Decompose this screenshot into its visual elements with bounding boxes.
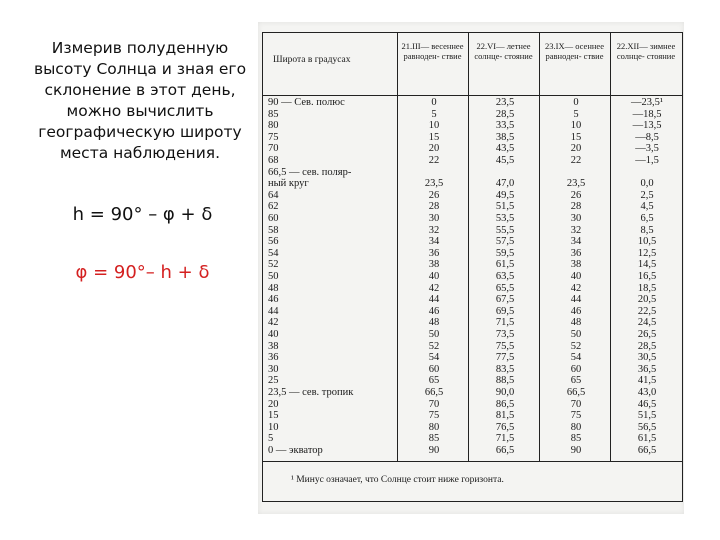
latitude-cell: 85 bbox=[268, 108, 279, 120]
altitude-cell: 80 bbox=[570, 421, 582, 433]
table-row bbox=[263, 248, 682, 259]
latitude-cell: 54 bbox=[268, 247, 279, 259]
altitude-cell: 10,5 bbox=[637, 236, 657, 248]
altitude-cell: 90 bbox=[570, 445, 582, 456]
altitude-cell: 26 bbox=[570, 189, 582, 201]
altitude-cell: 60 bbox=[570, 363, 582, 375]
altitude-cell: 23,5 bbox=[566, 178, 586, 190]
altitude-cell: 50 bbox=[570, 329, 582, 340]
latitude-cell: 5 bbox=[268, 433, 274, 445]
table-row bbox=[263, 167, 682, 178]
latitude-cell: 52 bbox=[268, 259, 279, 271]
header-latitude: Широта в градусах bbox=[273, 55, 351, 65]
altitude-cell: 15 bbox=[570, 131, 582, 143]
table-row bbox=[263, 109, 682, 120]
latitude-cell: 64 bbox=[268, 189, 279, 201]
altitude-cell: 36,5 bbox=[637, 363, 657, 375]
sun-altitude-table bbox=[262, 32, 683, 502]
latitude-cell: 23,5 — сев. тропик bbox=[268, 387, 354, 398]
header-spring-equinox: 21.III— весеннее равноден- ствие bbox=[401, 41, 464, 61]
latitude-cell: 38 bbox=[268, 340, 279, 352]
altitude-cell: 23,5 bbox=[424, 178, 444, 190]
altitude-cell: 28,5 bbox=[637, 340, 657, 352]
table-row bbox=[263, 132, 682, 143]
altitude-cell: —23,5¹ bbox=[630, 97, 664, 108]
altitude-cell: 5 bbox=[431, 108, 437, 120]
altitude-cell: 20 bbox=[570, 143, 582, 155]
altitude-cell: 30 bbox=[570, 213, 582, 224]
altitude-cell: 40 bbox=[428, 271, 440, 282]
table-row bbox=[263, 317, 682, 328]
table-row bbox=[263, 190, 682, 201]
altitude-cell: 45,5 bbox=[495, 155, 515, 166]
table-row bbox=[263, 375, 682, 386]
altitude-cell: 77,5 bbox=[495, 352, 515, 364]
latitude-cell: 44 bbox=[268, 305, 279, 317]
altitude-cell: 52 bbox=[428, 340, 440, 352]
altitude-cell: 8,5 bbox=[640, 224, 654, 236]
table-row bbox=[263, 225, 682, 236]
latitude-cell: 56 bbox=[268, 236, 279, 248]
altitude-cell: 24,5 bbox=[637, 317, 657, 329]
altitude-cell: 33,5 bbox=[495, 120, 515, 132]
altitude-cell: 46 bbox=[428, 305, 440, 317]
altitude-cell: 18,5 bbox=[637, 282, 657, 294]
table-row bbox=[263, 201, 682, 212]
altitude-cell: 32 bbox=[570, 224, 582, 236]
altitude-cell: 59,5 bbox=[495, 247, 515, 259]
altitude-cell: 0 bbox=[431, 97, 437, 108]
altitude-cell: 48 bbox=[428, 317, 440, 329]
altitude-cell: 63,5 bbox=[495, 271, 515, 282]
altitude-cell: 36 bbox=[570, 247, 582, 259]
latitude-cell: 20 bbox=[268, 398, 279, 410]
altitude-cell: 34 bbox=[428, 236, 440, 248]
altitude-cell: —3,5 bbox=[635, 143, 659, 155]
altitude-cell: 22,5 bbox=[637, 305, 657, 317]
table-row bbox=[263, 97, 682, 108]
altitude-cell: 28,5 bbox=[495, 108, 515, 120]
table-row bbox=[263, 422, 682, 433]
altitude-cell: 86,5 bbox=[495, 398, 515, 410]
altitude-cell: 44 bbox=[428, 294, 440, 306]
altitude-cell: 88,5 bbox=[495, 375, 515, 387]
altitude-cell: 6,5 bbox=[640, 213, 654, 224]
latitude-cell: 15 bbox=[268, 410, 279, 422]
latitude-cell: 68 bbox=[268, 155, 279, 166]
altitude-cell: 41,5 bbox=[637, 375, 657, 387]
altitude-cell: 42 bbox=[570, 282, 582, 294]
table-row bbox=[263, 155, 682, 166]
altitude-cell: 28 bbox=[570, 201, 582, 213]
table-footnote: ¹ Минус означает, что Солнце стоит ниже горизонта. bbox=[263, 461, 682, 501]
formula-latitude: φ = 90°– h + δ bbox=[75, 262, 210, 283]
altitude-cell: 60 bbox=[428, 363, 440, 375]
altitude-cell: 0,0 bbox=[640, 178, 654, 190]
altitude-cell: 12,5 bbox=[637, 247, 657, 259]
altitude-cell: 20,5 bbox=[637, 294, 657, 306]
altitude-cell: 38,5 bbox=[495, 131, 515, 143]
altitude-cell: 20 bbox=[428, 143, 440, 155]
altitude-cell: 51,5 bbox=[495, 201, 515, 213]
altitude-cell: 43,0 bbox=[637, 387, 657, 398]
table-row bbox=[263, 387, 682, 398]
altitude-cell: 46,5 bbox=[637, 398, 657, 410]
altitude-cell: 52 bbox=[570, 340, 582, 352]
table-row bbox=[263, 352, 682, 363]
altitude-cell: 38 bbox=[570, 259, 582, 271]
altitude-cell: 65 bbox=[428, 375, 440, 387]
altitude-cell: 14,5 bbox=[637, 259, 657, 271]
table-row bbox=[263, 329, 682, 340]
altitude-cell: 34 bbox=[570, 236, 582, 248]
altitude-cell: 75 bbox=[570, 410, 582, 422]
latitude-cell: 62 bbox=[268, 201, 279, 213]
altitude-cell: 85 bbox=[570, 433, 582, 445]
table-row bbox=[263, 178, 682, 189]
altitude-cell: 46 bbox=[570, 305, 582, 317]
altitude-cell: 32 bbox=[428, 224, 440, 236]
altitude-cell: 40 bbox=[570, 271, 582, 282]
altitude-cell: 71,5 bbox=[495, 433, 515, 445]
altitude-cell: —1,5 bbox=[635, 155, 659, 166]
latitude-cell: 40 bbox=[268, 329, 279, 340]
altitude-cell: 53,5 bbox=[495, 213, 515, 224]
altitude-cell: 56,5 bbox=[637, 421, 657, 433]
latitude-cell: 0 — экватор bbox=[268, 445, 323, 456]
altitude-cell: 36 bbox=[428, 247, 440, 259]
table-row bbox=[263, 294, 682, 305]
altitude-cell: 54 bbox=[428, 352, 440, 364]
altitude-cell: 61,5 bbox=[495, 259, 515, 271]
table-row bbox=[263, 341, 682, 352]
latitude-cell: 60 bbox=[268, 213, 279, 224]
latitude-cell: 48 bbox=[268, 282, 279, 294]
latitude-cell: 30 bbox=[268, 363, 279, 375]
altitude-cell: 23,5 bbox=[495, 97, 515, 108]
altitude-cell: 2,5 bbox=[640, 189, 654, 201]
altitude-cell: 70 bbox=[570, 398, 582, 410]
explanation-text: Измерив полуденную высоту Солнца и зная его склонение в этот день, можно вычислить географическую широту места наблюдения. bbox=[33, 39, 247, 162]
altitude-cell: 10 bbox=[428, 120, 440, 132]
latitude-cell: 36 bbox=[268, 352, 279, 364]
table-row bbox=[263, 236, 682, 247]
altitude-cell: 75 bbox=[428, 410, 440, 422]
latitude-cell: 58 bbox=[268, 224, 279, 236]
altitude-cell: 26 bbox=[428, 189, 440, 201]
latitude-cell: 25 bbox=[268, 375, 279, 387]
table-row bbox=[263, 283, 682, 294]
table-row bbox=[263, 271, 682, 282]
altitude-cell: 30 bbox=[428, 213, 440, 224]
altitude-cell: 15 bbox=[428, 131, 440, 143]
altitude-cell: 4,5 bbox=[640, 201, 654, 213]
altitude-cell: 48 bbox=[570, 317, 582, 329]
altitude-cell: 70 bbox=[428, 398, 440, 410]
altitude-cell: 26,5 bbox=[637, 329, 657, 340]
altitude-cell: 76,5 bbox=[495, 421, 515, 433]
latitude-cell: ный круг bbox=[268, 178, 309, 190]
latitude-cell: 66,5 — сев. поляр- bbox=[268, 166, 352, 178]
altitude-cell: 55,5 bbox=[495, 224, 515, 236]
table-row bbox=[263, 399, 682, 410]
altitude-cell: 90 bbox=[428, 445, 440, 456]
altitude-cell: 66,5 bbox=[424, 387, 444, 398]
altitude-cell: 16,5 bbox=[637, 271, 657, 282]
latitude-cell: 70 bbox=[268, 143, 279, 155]
table-row bbox=[263, 410, 682, 421]
table-row bbox=[263, 213, 682, 224]
altitude-cell: 47,0 bbox=[495, 178, 515, 190]
latitude-cell: 90 — Сев. полюс bbox=[268, 97, 345, 108]
altitude-cell: 30,5 bbox=[637, 352, 657, 364]
latitude-cell: 80 bbox=[268, 120, 279, 132]
altitude-cell: 22 bbox=[570, 155, 582, 166]
altitude-cell: 49,5 bbox=[495, 189, 515, 201]
altitude-cell: 85 bbox=[428, 433, 440, 445]
formula-altitude: h = 90° – φ + δ bbox=[72, 204, 213, 225]
altitude-cell: 66,5 bbox=[637, 445, 657, 456]
latitude-cell: 75 bbox=[268, 131, 279, 143]
altitude-cell: 61,5 bbox=[637, 433, 657, 445]
altitude-cell: —8,5 bbox=[635, 131, 659, 143]
altitude-cell: 10 bbox=[570, 120, 582, 132]
altitude-cell: 65 bbox=[570, 375, 582, 387]
altitude-cell: 54 bbox=[570, 352, 582, 364]
latitude-cell: 42 bbox=[268, 317, 279, 329]
altitude-cell: 71,5 bbox=[495, 317, 515, 329]
table-row bbox=[263, 143, 682, 154]
altitude-cell: 65,5 bbox=[495, 282, 515, 294]
altitude-cell: 51,5 bbox=[637, 410, 657, 422]
table-row bbox=[263, 120, 682, 131]
latitude-cell: 46 bbox=[268, 294, 279, 306]
altitude-cell: 43,5 bbox=[495, 143, 515, 155]
table-row bbox=[263, 306, 682, 317]
altitude-cell: —13,5 bbox=[632, 120, 662, 132]
altitude-cell: 0 bbox=[573, 97, 579, 108]
latitude-cell: 10 bbox=[268, 421, 279, 433]
altitude-cell: 80 bbox=[428, 421, 440, 433]
altitude-cell: 5 bbox=[573, 108, 579, 120]
altitude-cell: 42 bbox=[428, 282, 440, 294]
altitude-cell: 73,5 bbox=[495, 329, 515, 340]
altitude-cell: 90,0 bbox=[495, 387, 515, 398]
latitude-cell: 50 bbox=[268, 271, 279, 282]
altitude-cell: 81,5 bbox=[495, 410, 515, 422]
altitude-cell: 38 bbox=[428, 259, 440, 271]
altitude-cell: 75,5 bbox=[495, 340, 515, 352]
altitude-cell: 50 bbox=[428, 329, 440, 340]
header-summer-solstice: 22.VI— летнее солнце- стояние bbox=[474, 41, 533, 61]
altitude-cell: 83,5 bbox=[495, 363, 515, 375]
table-row bbox=[263, 433, 682, 444]
header-winter-solstice: 22.XII— зимнее солнце- стояние bbox=[616, 41, 676, 61]
header-autumn-equinox: 23.IX— осеннее равноден- ствие bbox=[545, 41, 604, 61]
altitude-cell: 66,5 bbox=[495, 445, 515, 456]
table-header bbox=[263, 33, 682, 96]
table-row bbox=[263, 364, 682, 375]
altitude-cell: 57,5 bbox=[495, 236, 515, 248]
table-row bbox=[263, 445, 682, 456]
altitude-cell: 69,5 bbox=[495, 305, 515, 317]
altitude-cell: —18,5 bbox=[632, 108, 662, 120]
altitude-cell: 22 bbox=[428, 155, 440, 166]
altitude-cell: 28 bbox=[428, 201, 440, 213]
altitude-cell: 67,5 bbox=[495, 294, 515, 306]
altitude-cell: 44 bbox=[570, 294, 582, 306]
table-row bbox=[263, 259, 682, 270]
altitude-cell: 66,5 bbox=[566, 387, 586, 398]
